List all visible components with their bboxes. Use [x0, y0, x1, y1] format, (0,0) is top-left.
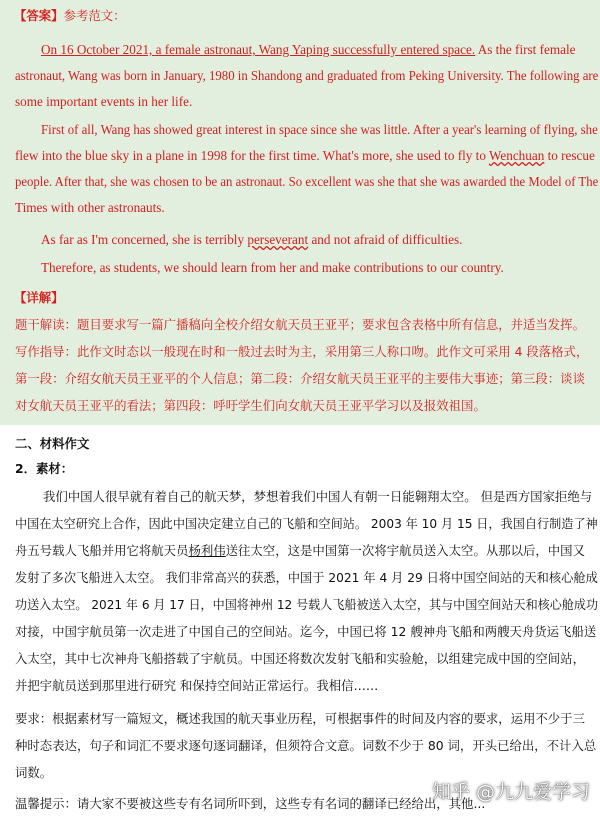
detail-line2: 写作指导：此作文时态以一般现在时和一般过去时为主，采用第三人称口吻。此作文可采用 4 段落格式，	[15, 344, 589, 359]
material-line3: 舟五号载人飞船并用它将航天员杨利伟送往太空，这是中国第一次将宇航员送入太空。从那以后，中国又	[15, 543, 585, 558]
answer-header	[14, 6, 126, 26]
material-line8: 并把宇航员送到那里进行研究 和保持空间站正常运行。我相信……	[15, 678, 379, 693]
essay-p2-line1: First of all, Wang has showed great interest in space since she was little. After a year's learning of flying, she	[41, 122, 598, 137]
wavy-word-perseverant: perseverant	[247, 232, 309, 247]
material-line6: 对接，中国宇航员第一次走进了中国自己的空间站。迄今，中国已将 12 艘神舟飞船和两艘天舟货运飞船送	[15, 624, 597, 639]
requirement-line2: 种时态表达，句子和词汇不要求逐句逐词翻译，但须符合文意。词数不少于 80 词，开头已给出，不计入总	[15, 738, 597, 753]
essay-underlined-sentence: On 16 October 2021, a female astronaut, Wang Yaping successfully entered space.	[41, 42, 476, 57]
detail-line3: 第一段：介绍女航天员王亚平的个人信息；第二段：介绍女航天员王亚平的主要伟大事迹；第三段：谈谈	[15, 371, 585, 386]
material-line1: 我们中国人很早就有着自己的航天梦，梦想着我们中国人有朝一日能翱翔太空。 但是西方国家拒绝与	[43, 489, 593, 504]
wavy-word-wenchuan: Wenchuan	[488, 148, 545, 163]
essay-p1-line3: some important events in her life.	[15, 94, 193, 109]
material-line4: 发射了多次飞船进入太空。 我们非常高兴的获悉，中国于 2021 年 4 月 29 日将中国空间站的天和核心舱成	[15, 570, 598, 585]
essay-p2-line4: Times with other astronauts.	[15, 200, 165, 215]
essay-p2-line2: flew into the blue sky in a plane in 1998 for the first time. What's more, she used to fly to Wenchuan to rescue	[15, 148, 595, 163]
section-title: 二、材料作文	[15, 436, 90, 451]
tip-line: 温馨提示：请大家不要被这些专有名词所吓到，这些专有名词的翻译已经给出，其他...	[15, 796, 486, 811]
detail-line1: 题干解读：题目要求写一篇广播稿向全校介绍女航天员王亚平；要求包含表格中所有信息，并适当发挥。	[15, 317, 585, 332]
detail-line4: 对女航天员王亚平的看法；第四段：呼吁学生们向女航天员王亚平学习以及报效祖国。	[15, 398, 486, 413]
essay-p1-line2: astronaut, Wang was born in January, 1980 in Shandong and graduated from Peking University. The following are	[15, 68, 599, 83]
requirement-line3: 词数。	[15, 765, 53, 780]
material-label: 2．素材：	[15, 461, 74, 476]
material-line5: 功送入太空。 2021 年 6 月 17 日，中国将神州 12 号载人飞船被送入太空，其与中国空间站天和核心舱成功	[15, 597, 599, 612]
answer-label: 【答案】	[14, 8, 64, 23]
name-yang-liwei: 杨利伟	[188, 543, 226, 558]
requirement-line1: 要求：根据素材写一篇短文，概述我国的航天事业历程，可根据事件的时间及内容的要求，运用不少于三	[15, 711, 585, 726]
answer-sublabel: 参考范文：	[63, 8, 126, 23]
material-line7: 入太空，其中七次神舟飞船搭载了宇航员。中国还将数次发射飞船和实验舱，以组建完成中国的空间站，	[15, 651, 585, 666]
essay-p4: Therefore, as students, we should learn from her and make contributions to our country.	[41, 260, 504, 275]
material-line2: 中国在太空研究上合作，因此中国决定建立自己的飞船和空间站。 2003 年 10 月 15 日，我国自行制造了神	[15, 516, 598, 531]
essay-p3: As far as I'm concerned, she is terribly perseverant and not afraid of difficulties.	[41, 232, 463, 247]
zhihu-watermark: 知乎 @九九爱学习	[431, 781, 590, 803]
essay-p1-line1: On 16 October 2021, a female astronaut, Wang Yaping successfully entered space. As the first female	[41, 42, 576, 57]
detail-header: 【详解】	[14, 290, 64, 305]
essay-p2-line3: people. After that, she was chosen to be an astronaut. So excellent was she that she was awarded the Model of The	[15, 174, 599, 189]
